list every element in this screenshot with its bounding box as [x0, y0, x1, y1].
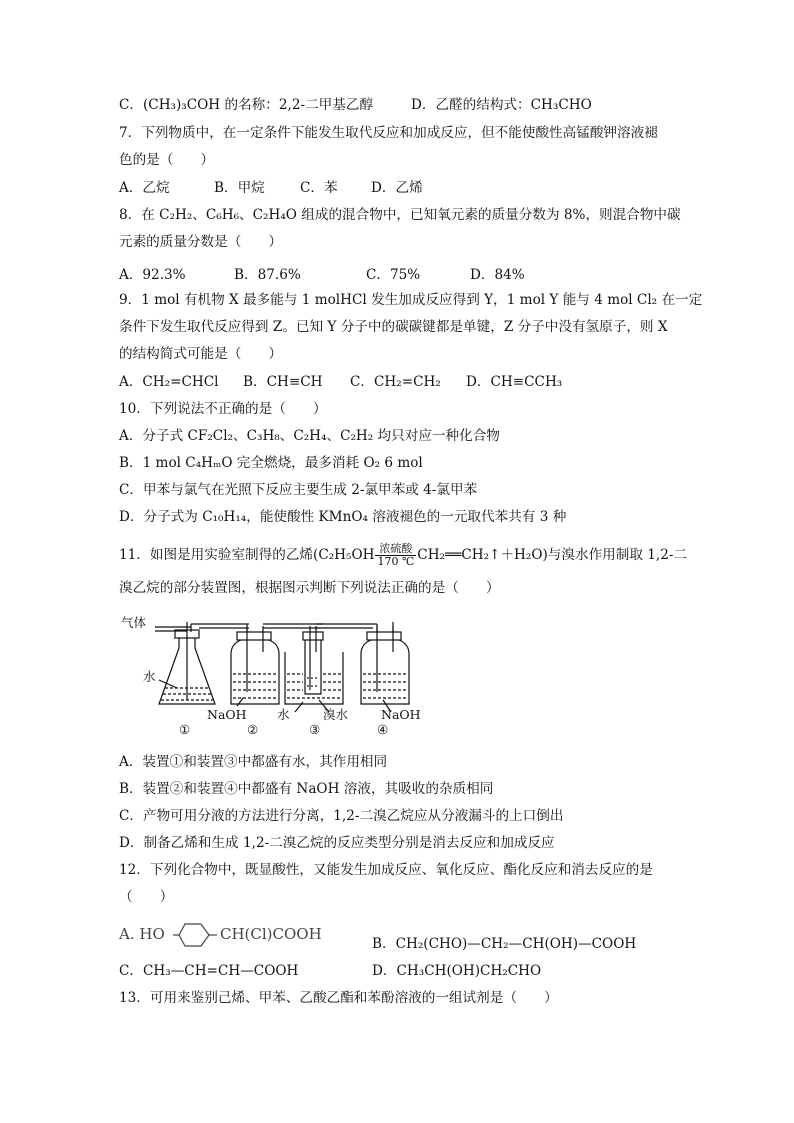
q12-option-d: D．CH₃CH(OH)CH₂CHO [372, 963, 542, 979]
q8-option-a: A．92.3% [119, 267, 186, 283]
q12-option-b: B．CH₂(CHO)—CH₂—CH(OH)—COOH [372, 936, 637, 952]
q7-option-a: A．乙烷 [119, 180, 170, 196]
q7-stem-line1: 7．下列物质中，在一定条件下能发生取代反应和加成反应，但不能使酸性高锰酸钾溶液褪 [119, 125, 658, 141]
label-device-2: ② [247, 722, 259, 737]
q12-stem-line1: 12．下列化合物中，既显酸性，又能发生加成反应、氧化反应、酯化反应和消去反应的是 [119, 862, 653, 878]
q8-option-d: D．84% [470, 267, 525, 283]
label-device-4: ④ [377, 722, 389, 737]
q11-stem-post: CH₂══CH₂↑＋H₂O)与溴水作用制取 1,2-二 [417, 547, 688, 563]
q7-option-b: B．甲烷 [214, 180, 265, 196]
q12-option-c: C．CH₃—CH=CH—COOH [119, 963, 299, 979]
label-water-beaker3: 水 [277, 707, 290, 722]
q8-option-b: B．87.6% [234, 267, 301, 283]
q7-stem-line2: 色的是（ ） [119, 152, 215, 168]
q10-option-d: D．分子式为 C₁₀H₁₄，能使酸性 KMnO₄ 溶液褪色的一元取代苯共有 3 种 [119, 509, 567, 525]
q6-option-c: C．(CH₃)₃COH 的名称：2,2-二甲基乙醇 [119, 97, 374, 113]
apparatus-diagram [119, 612, 429, 738]
label-water-flask1: 水 [143, 669, 156, 684]
label-naoh-bottle2: NaOH [207, 707, 247, 722]
q9-stem-line1: 9．1 mol 有机物 X 最多能与 1 molHCl 发生加成反应得到 Y，1 mol Y 能与 4 mol Cl₂ 在一定 [119, 292, 703, 308]
q9-option-d: D．CH≡CCH₃ [466, 374, 563, 390]
label-gas: 气体 [121, 615, 147, 630]
q8-option-c: C．75% [366, 267, 421, 283]
benzene-ring-icon [173, 922, 217, 948]
q8-stem-line1: 8．在 C₂H₂、C₆H₆、C₂H₄O 组成的混合物中，已知氧元素的质量分数为 8%，则混合物中碳 [119, 207, 681, 223]
q11-option-c: C．产物可用分液的方法进行分离，1,2-二溴乙烷应从分液漏斗的上口倒出 [119, 808, 564, 824]
option-a-prefix: A. HO [119, 925, 165, 943]
q10-option-c: C．甲苯与氯气在光照下反应主要生成 2-氯甲苯或 4-氯甲苯 [119, 482, 478, 498]
q9-stem-line2: 条件下发生取代反应得到 Z。已知 Y 分子中的碳碳键都是单键，Z 分子中没有氢原子，则 X [119, 319, 668, 335]
q11-option-d: D．制备乙烯和生成 1,2-二溴乙烷的反应类型分别是消去反应和加成反应 [119, 835, 555, 851]
q8-stem-line2: 元素的质量分数是（ ） [119, 234, 283, 250]
q7-option-c: C．苯 [300, 180, 338, 196]
q12-stem-line2: （ ） [119, 889, 174, 905]
q11-stem-line1 [119, 543, 687, 568]
q11-option-b: B．装置②和装置④中都盛有 NaOH 溶液，其吸收的杂质相同 [119, 781, 494, 797]
reaction-condition [375, 543, 416, 568]
label-device-1: ① [179, 722, 191, 737]
label-device-3: ③ [309, 722, 321, 737]
q10-option-b: B．1 mol C₄HₘO 完全燃烧，最多消耗 O₂ 6 mol [119, 455, 423, 471]
q9-stem-line3: 的结构简式可能是（ ） [119, 346, 283, 362]
q11-option-a: A．装置①和装置③中都盛有水，其作用相同 [119, 754, 388, 770]
q11-stem-pre: 11．如图是用实验室制得的乙烯(C₂H₅OH [119, 547, 375, 563]
reaction-catalyst: 浓硫酸 [375, 543, 416, 556]
q9-option-a: A．CH₂=CHCl [119, 374, 219, 390]
q13-stem: 13．可用来鉴别己烯、甲苯、乙酸乙酯和苯酚溶液的一组试剂是（ ） [119, 990, 558, 1006]
label-bromine-water: 溴水 [323, 707, 349, 722]
option-a-suffix: CH(Cl)COOH [220, 925, 322, 943]
q12-option-a [119, 922, 359, 948]
q9-option-b: B．CH≡CH [243, 374, 323, 390]
reaction-temperature: 170 ℃ [377, 555, 415, 568]
q9-option-c: C．CH₂=CH₂ [350, 374, 441, 390]
q6-option-d: D．乙醛的结构式：CH₃CHO [411, 97, 592, 113]
q11-stem-line2: 溴乙烷的部分装置图，根据图示判断下列说法正确的是（ ） [119, 580, 500, 596]
q10-option-a: A．分子式 CF₂Cl₂、C₃H₈、C₂H₄、C₂H₂ 均只对应一种化合物 [119, 428, 500, 444]
q7-option-d: D．乙烯 [371, 180, 423, 196]
q10-stem: 10．下列说法不正确的是（ ） [119, 401, 327, 417]
label-naoh-bottle4: NaOH [381, 707, 421, 722]
